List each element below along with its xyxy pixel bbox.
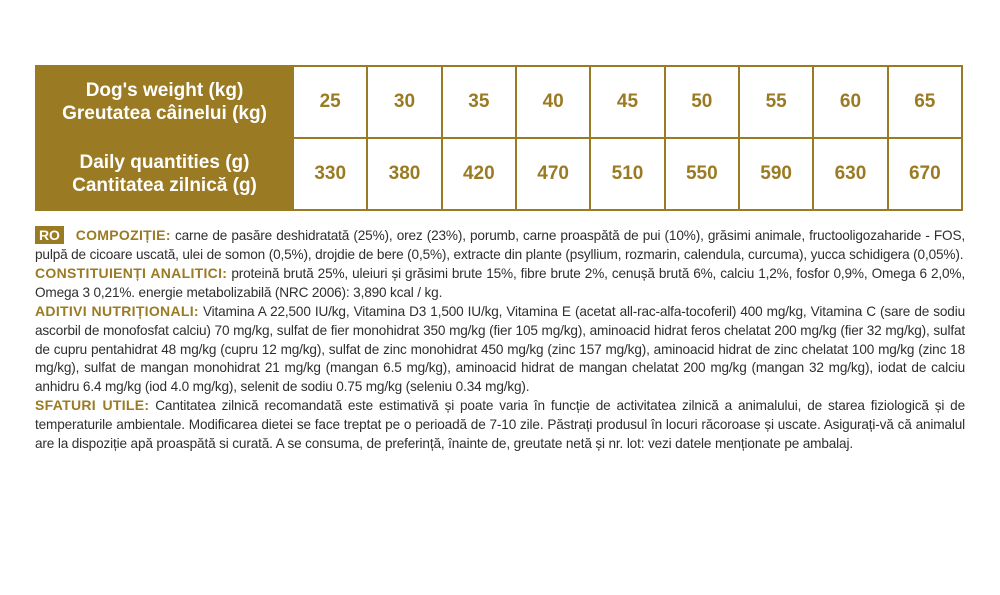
quantity-cell: 330 xyxy=(293,138,367,210)
weight-cell: 55 xyxy=(739,66,813,138)
weight-cell: 30 xyxy=(367,66,441,138)
product-description xyxy=(35,226,965,453)
weight-cell: 40 xyxy=(516,66,590,138)
quantity-cell: 470 xyxy=(516,138,590,210)
quantity-cell: 380 xyxy=(367,138,441,210)
weight-row-header xyxy=(36,66,293,138)
analytical-heading: CONSTITUIENȚI ANALITICI: xyxy=(35,265,228,282)
weight-cell: 50 xyxy=(665,66,739,138)
weight-cell: 65 xyxy=(888,66,962,138)
weight-cell: 60 xyxy=(813,66,887,138)
weight-row xyxy=(36,66,962,138)
language-badge: RO xyxy=(35,226,64,244)
composition-paragraph xyxy=(35,226,965,264)
quantity-row xyxy=(36,138,962,210)
weight-label-ro: Greutatea câinelui (kg) xyxy=(62,103,267,124)
additives-heading: ADITIVI NUTRIȚIONALI: xyxy=(35,303,199,320)
quantity-cell: 590 xyxy=(739,138,813,210)
composition-heading: COMPOZIȚIE: xyxy=(75,227,171,243)
quantity-label-en: Daily quantities (g) xyxy=(79,152,250,173)
weight-cell: 45 xyxy=(590,66,664,138)
additives-text: Vitamina A 22,500 IU/kg, Vitamina D3 1,500 IU/kg, Vitamina E (acetat all-rac-alfa-tocoferil) 400 mg/kg, Vitamina C (sare de sodiu ascorbil de monofosfat calciu) 70 mg/kg, sulfat de fier monohidrat 350 mg/kg (fier 105 mg/kg), aminoacid hidrat feros chelatat 200 mg/kg (fier 32 mg/kg), sulfat de cupru pentahidrat 48 mg/kg (cupru 12 mg/kg), sulfat de zinc monohidrat 450 mg/kg (zinc 157 mg/kg), aminoacid hidrat de zinc chelatat 100 mg/kg (zinc 18 mg/kg), sulfat de mangan monohidrat 21 mg/kg (mangan 6.5 mg/kg), aminoacid hidrat de mangan chelatat 200 mg/kg (mangan 32 mg/kg), iodat de calciu anhidru 6.4 mg/kg (iod 4.0 mg/kg), selenit de sodiu 0.75 mg/kg (seleniu 0.34 mg/kg). xyxy=(35,304,965,394)
feeding-table xyxy=(35,65,963,211)
weight-cell: 35 xyxy=(442,66,516,138)
tips-paragraph xyxy=(35,396,965,453)
quantity-cell: 550 xyxy=(665,138,739,210)
quantity-cell: 510 xyxy=(590,138,664,210)
quantity-row-header xyxy=(36,138,293,210)
tips-text: Cantitatea zilnică recomandată este estimativă și poate varia în funcție de activitatea zilnică a animalului, de starea fiziologică și de temperaturile ambientale. Modificarea dietei se face treptat pe o perioadă de 7-10 zile. Păstrați produsul în locuri răcoroase și uscate. Asigurați-vă că animalul are la dispoziție apă proaspătă si curată. A se consuma, de preferință, înainte de, greutate netă și nr. lot: vezi datele menționate pe ambalaj. xyxy=(35,398,965,451)
tips-heading: SFATURI UTILE: xyxy=(35,397,150,414)
analytical-text: proteină brută 25%, uleiuri și grăsimi brute 15%, fibre brute 2%, cenușă brută 6%, calciu 1,2%, fosfor 0,9%, Omega 6 2,0%, Omega 3 0,21%. energie metabolizabilă (NRC 2006): 3,890 kcal / kg. xyxy=(35,266,965,300)
weight-cell: 25 xyxy=(293,66,367,138)
quantity-cell: 670 xyxy=(888,138,962,210)
analytical-paragraph xyxy=(35,264,965,302)
composition-text: carne de pasăre deshidratată (25%), orez (23%), porumb, carne proaspătă de pui (10%), grăsimi animale, fructooligozaharide - FOS, pulpă de cicoare uscată, ulei de somon (0,5%), drojdie de bere (0,5%), extracte din plante (psyllium, rozmarin, calendula, curcuma), yucca schidigera (0,05%). xyxy=(35,228,965,262)
quantity-cell: 420 xyxy=(442,138,516,210)
additives-paragraph xyxy=(35,302,965,396)
weight-label-en: Dog's weight (kg) xyxy=(85,80,244,101)
quantity-cell: 630 xyxy=(813,138,887,210)
quantity-label-ro: Cantitatea zilnică (g) xyxy=(72,175,257,196)
